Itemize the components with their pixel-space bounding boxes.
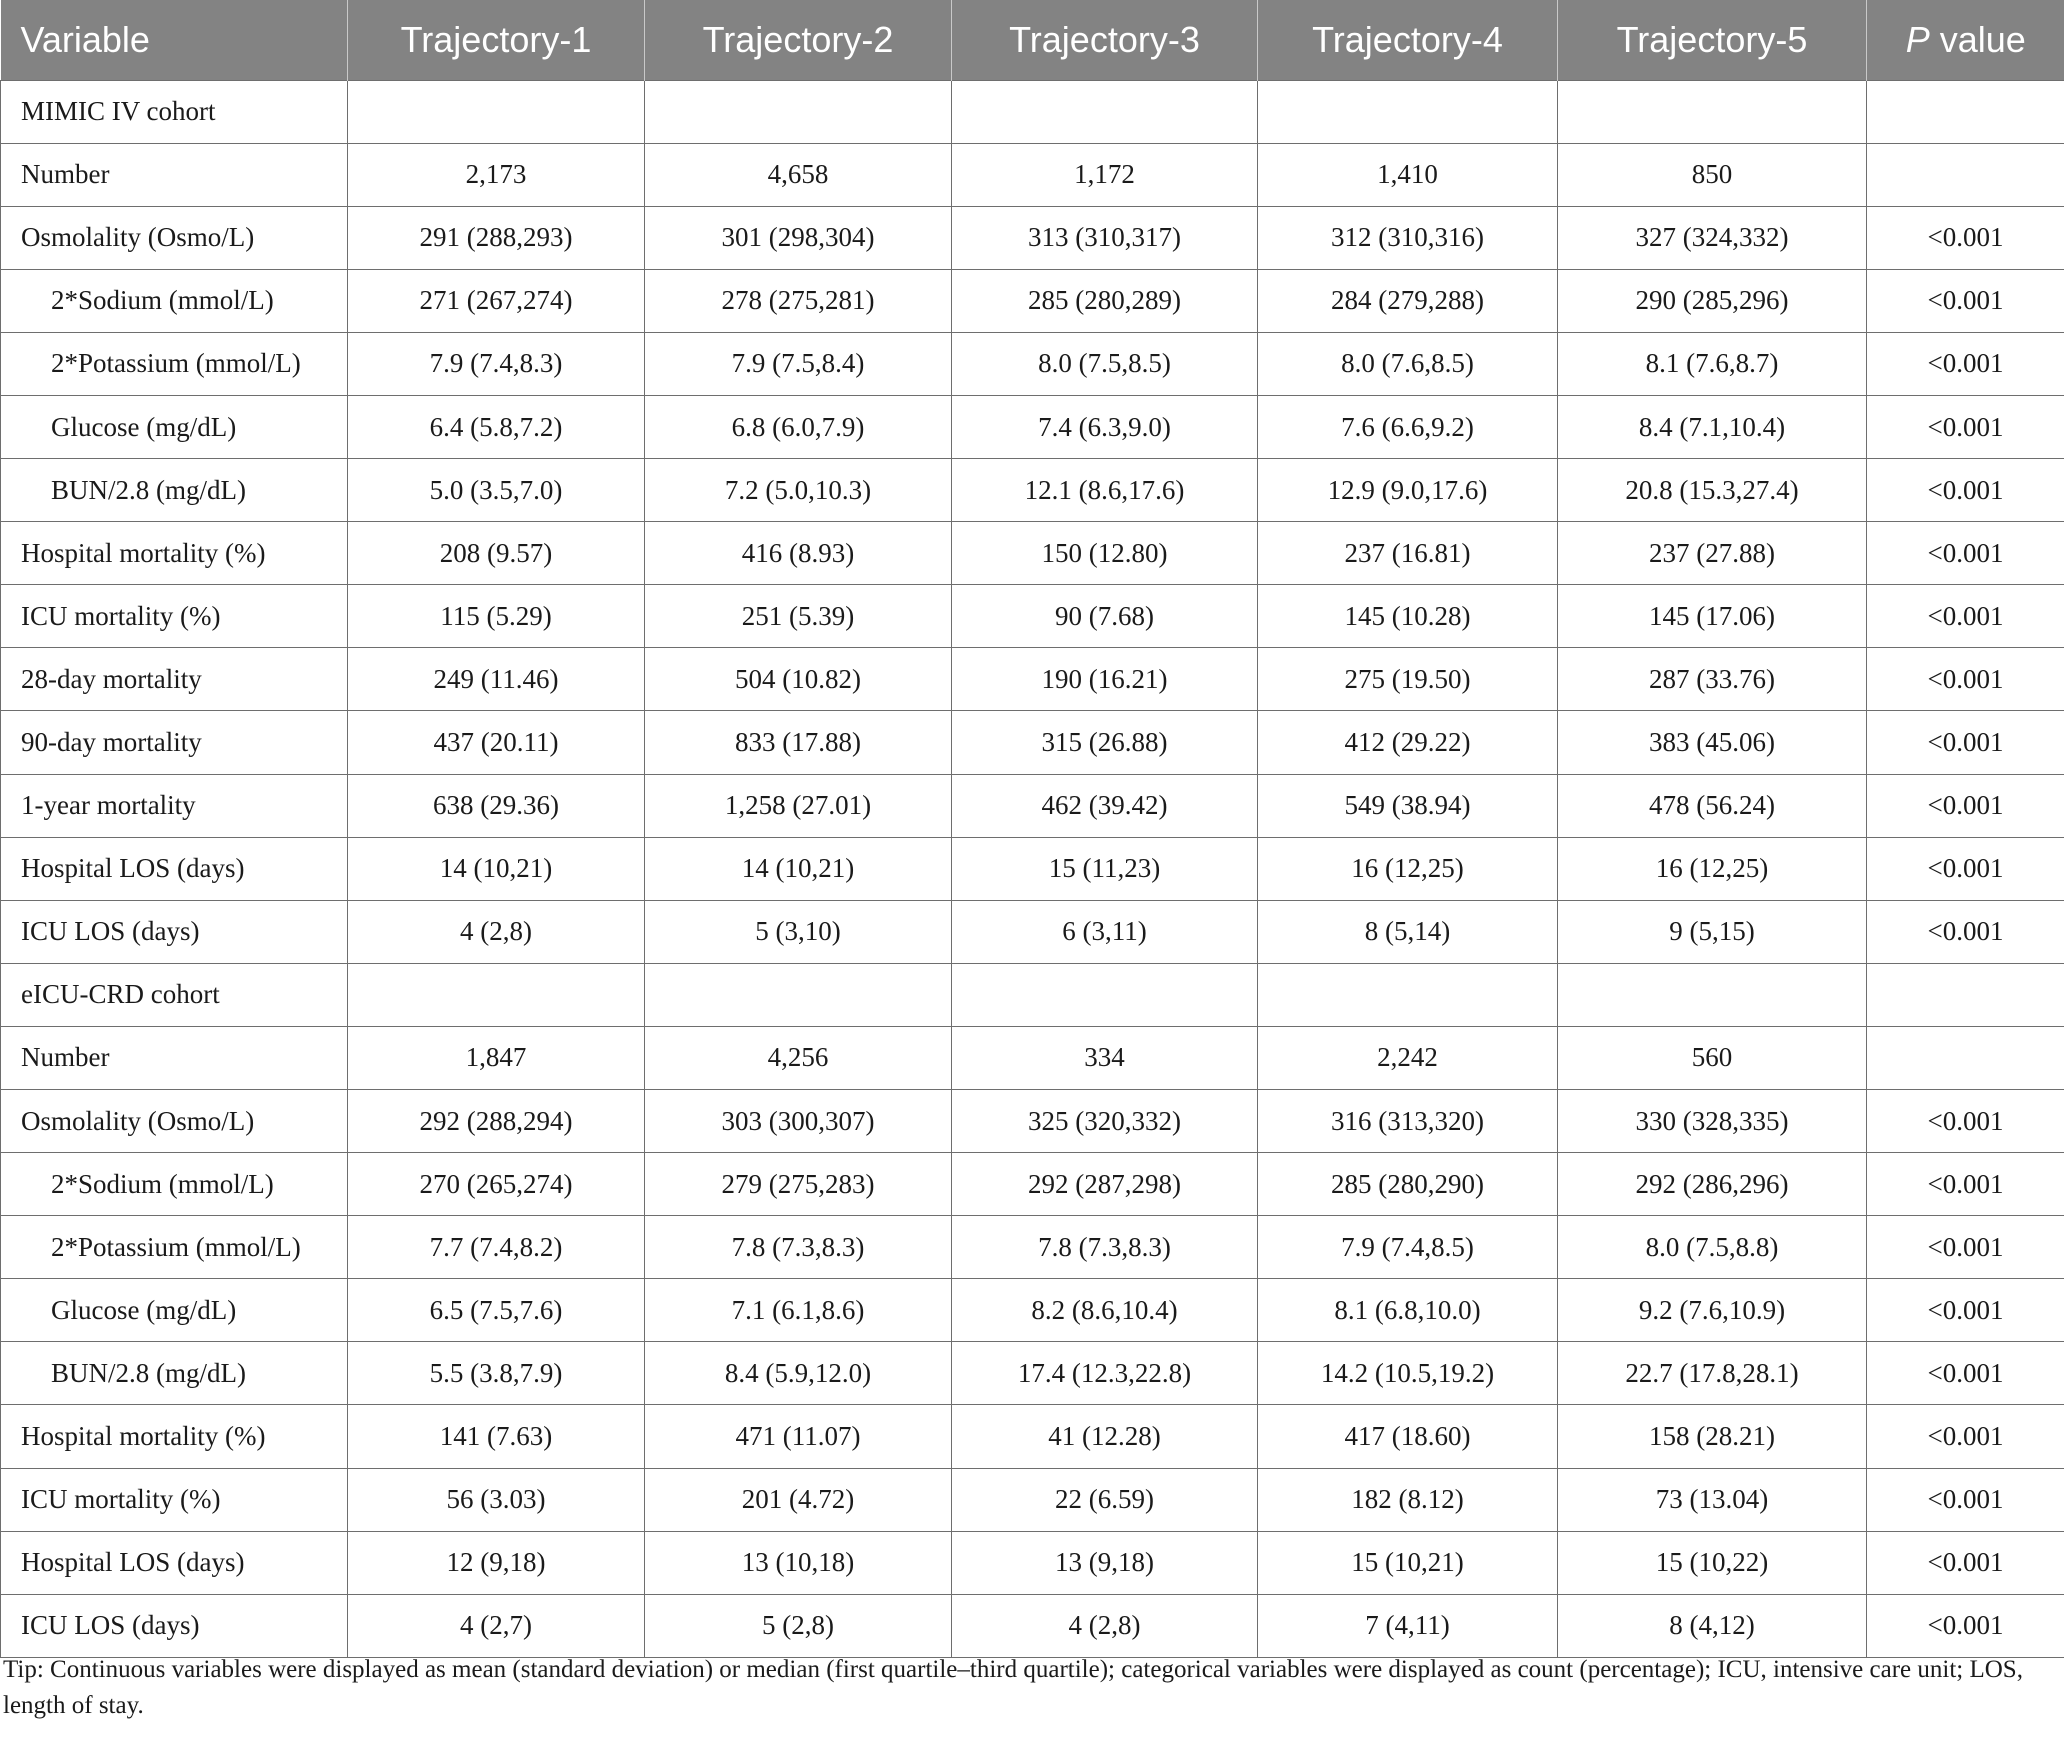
- cell-trajectory-5: 8.0 (7.5,8.8): [1558, 1216, 1867, 1279]
- cell-trajectory-4: 182 (8.12): [1258, 1468, 1558, 1531]
- cell-variable: Osmolality (Osmo/L): [1, 206, 348, 269]
- cell-trajectory-1: [348, 80, 645, 143]
- table-row: [1, 774, 2064, 837]
- table-row: [1, 963, 2064, 1026]
- cell-p-value: <0.001: [1867, 1279, 2064, 1342]
- cell-trajectory-3: 17.4 (12.3,22.8): [952, 1342, 1258, 1405]
- cell-trajectory-1: 4 (2,7): [348, 1594, 645, 1657]
- table-header: [1, 0, 2064, 80]
- cell-variable: ICU mortality (%): [1, 585, 348, 648]
- cell-trajectory-3: 313 (310,317): [952, 206, 1258, 269]
- header-p-value-italic: P: [1905, 18, 1930, 60]
- cell-trajectory-4: 7.9 (7.4,8.5): [1258, 1216, 1558, 1279]
- cell-trajectory-5: 22.7 (17.8,28.1): [1558, 1342, 1867, 1405]
- cell-trajectory-2: 5 (2,8): [645, 1594, 952, 1657]
- table-row: [1, 711, 2064, 774]
- cell-trajectory-4: 12.9 (9.0,17.6): [1258, 459, 1558, 522]
- cell-trajectory-1: 208 (9.57): [348, 522, 645, 585]
- cell-variable: Number: [1, 143, 348, 206]
- cell-trajectory-3: 150 (12.80): [952, 522, 1258, 585]
- cell-p-value: [1867, 80, 2064, 143]
- cell-trajectory-2: 416 (8.93): [645, 522, 952, 585]
- cell-trajectory-4: 237 (16.81): [1258, 522, 1558, 585]
- cell-p-value: <0.001: [1867, 395, 2064, 458]
- table-row: [1, 1279, 2064, 1342]
- header-trajectory-5: Trajectory-5: [1558, 0, 1867, 80]
- cell-trajectory-2: 1,258 (27.01): [645, 774, 952, 837]
- cell-trajectory-3: 13 (9,18): [952, 1531, 1258, 1594]
- cell-trajectory-2: 14 (10,21): [645, 837, 952, 900]
- cell-trajectory-3: 12.1 (8.6,17.6): [952, 459, 1258, 522]
- cell-trajectory-3: [952, 963, 1258, 1026]
- cell-trajectory-4: 285 (280,290): [1258, 1153, 1558, 1216]
- cell-trajectory-3: 334: [952, 1026, 1258, 1089]
- header-trajectory-4: Trajectory-4: [1258, 0, 1558, 80]
- cell-trajectory-2: 201 (4.72): [645, 1468, 952, 1531]
- cell-trajectory-5: 8.1 (7.6,8.7): [1558, 332, 1867, 395]
- cell-p-value: <0.001: [1867, 332, 2064, 395]
- cell-trajectory-2: 301 (298,304): [645, 206, 952, 269]
- cell-trajectory-4: 145 (10.28): [1258, 585, 1558, 648]
- cell-trajectory-5: [1558, 80, 1867, 143]
- cell-trajectory-4: [1258, 963, 1558, 1026]
- cell-trajectory-5: 330 (328,335): [1558, 1090, 1867, 1153]
- cell-trajectory-3: 315 (26.88): [952, 711, 1258, 774]
- cell-trajectory-1: 115 (5.29): [348, 585, 645, 648]
- cell-p-value: <0.001: [1867, 648, 2064, 711]
- cell-variable: Glucose (mg/dL): [1, 1279, 348, 1342]
- cell-trajectory-5: 478 (56.24): [1558, 774, 1867, 837]
- cell-p-value: <0.001: [1867, 1468, 2064, 1531]
- cell-trajectory-4: 16 (12,25): [1258, 837, 1558, 900]
- cell-trajectory-3: 292 (287,298): [952, 1153, 1258, 1216]
- cell-trajectory-4: 15 (10,21): [1258, 1531, 1558, 1594]
- table-row: [1, 648, 2064, 711]
- cell-variable: 2*Sodium (mmol/L): [1, 1153, 348, 1216]
- cell-trajectory-5: 145 (17.06): [1558, 585, 1867, 648]
- cell-trajectory-5: 287 (33.76): [1558, 648, 1867, 711]
- cell-trajectory-3: 15 (11,23): [952, 837, 1258, 900]
- cell-trajectory-5: 9.2 (7.6,10.9): [1558, 1279, 1867, 1342]
- cell-p-value: <0.001: [1867, 1342, 2064, 1405]
- table-row: [1, 1531, 2064, 1594]
- cell-trajectory-2: 7.8 (7.3,8.3): [645, 1216, 952, 1279]
- cell-trajectory-2: 8.4 (5.9,12.0): [645, 1342, 952, 1405]
- cell-trajectory-4: 2,242: [1258, 1026, 1558, 1089]
- cell-p-value: <0.001: [1867, 774, 2064, 837]
- table-row: [1, 459, 2064, 522]
- cell-trajectory-2: 833 (17.88): [645, 711, 952, 774]
- cell-trajectory-5: 290 (285,296): [1558, 269, 1867, 332]
- cell-trajectory-1: 1,847: [348, 1026, 645, 1089]
- cell-trajectory-2: 7.2 (5.0,10.3): [645, 459, 952, 522]
- cell-trajectory-4: 8.0 (7.6,8.5): [1258, 332, 1558, 395]
- table-row: [1, 1153, 2064, 1216]
- cell-trajectory-1: 437 (20.11): [348, 711, 645, 774]
- table-row: [1, 1342, 2064, 1405]
- cell-trajectory-5: 327 (324,332): [1558, 206, 1867, 269]
- cell-p-value: [1867, 143, 2064, 206]
- table-row: [1, 585, 2064, 648]
- cell-variable: MIMIC IV cohort: [1, 80, 348, 143]
- table-row: [1, 80, 2064, 143]
- cell-trajectory-2: 6.8 (6.0,7.9): [645, 395, 952, 458]
- cell-trajectory-3: 41 (12.28): [952, 1405, 1258, 1468]
- cell-trajectory-2: 4,658: [645, 143, 952, 206]
- cell-variable: 2*Potassium (mmol/L): [1, 332, 348, 395]
- cell-trajectory-4: 7 (4,11): [1258, 1594, 1558, 1657]
- cell-p-value: <0.001: [1867, 206, 2064, 269]
- cell-p-value: <0.001: [1867, 711, 2064, 774]
- table-row: [1, 206, 2064, 269]
- cell-variable: Number: [1, 1026, 348, 1089]
- cell-trajectory-3: [952, 80, 1258, 143]
- header-row: [1, 0, 2064, 80]
- cell-trajectory-1: 292 (288,294): [348, 1090, 645, 1153]
- cell-trajectory-2: 279 (275,283): [645, 1153, 952, 1216]
- cell-trajectory-3: 462 (39.42): [952, 774, 1258, 837]
- cell-trajectory-5: 20.8 (15.3,27.4): [1558, 459, 1867, 522]
- cell-p-value: <0.001: [1867, 1405, 2064, 1468]
- cell-trajectory-1: 6.5 (7.5,7.6): [348, 1279, 645, 1342]
- cell-p-value: <0.001: [1867, 1594, 2064, 1657]
- cell-variable: ICU mortality (%): [1, 1468, 348, 1531]
- cell-trajectory-4: 549 (38.94): [1258, 774, 1558, 837]
- cell-trajectory-4: 284 (279,288): [1258, 269, 1558, 332]
- cell-trajectory-5: 292 (286,296): [1558, 1153, 1867, 1216]
- cell-trajectory-5: 73 (13.04): [1558, 1468, 1867, 1531]
- cell-trajectory-1: [348, 963, 645, 1026]
- cell-trajectory-4: 8 (5,14): [1258, 900, 1558, 963]
- cell-p-value: <0.001: [1867, 269, 2064, 332]
- cell-trajectory-4: [1258, 80, 1558, 143]
- cell-trajectory-2: 13 (10,18): [645, 1531, 952, 1594]
- header-trajectory-2: Trajectory-2: [645, 0, 952, 80]
- cell-p-value: <0.001: [1867, 1153, 2064, 1216]
- cell-p-value: <0.001: [1867, 837, 2064, 900]
- cell-variable: Hospital mortality (%): [1, 522, 348, 585]
- cell-p-value: [1867, 963, 2064, 1026]
- cell-trajectory-2: 5 (3,10): [645, 900, 952, 963]
- cell-trajectory-3: 4 (2,8): [952, 1594, 1258, 1657]
- header-variable: Variable: [20, 18, 150, 60]
- table-row: [1, 1405, 2064, 1468]
- cell-variable: ICU LOS (days): [1, 1594, 348, 1657]
- cell-variable: Hospital LOS (days): [1, 1531, 348, 1594]
- cell-trajectory-2: 7.1 (6.1,8.6): [645, 1279, 952, 1342]
- table-row: [1, 143, 2064, 206]
- cell-trajectory-3: 7.8 (7.3,8.3): [952, 1216, 1258, 1279]
- cell-p-value: <0.001: [1867, 1090, 2064, 1153]
- cell-trajectory-5: [1558, 963, 1867, 1026]
- table-footnote: Tip: Continuous variables were displayed as mean (standard deviation) or median (first quartile–third quartile); categorical variables were displayed as count (percentage); ICU, intensive care unit; LOS, length of stay.: [3, 1656, 2023, 1719]
- cell-variable: 1-year mortality: [1, 774, 348, 837]
- table-row: [1, 900, 2064, 963]
- cell-p-value: [1867, 1026, 2064, 1089]
- cell-trajectory-1: 56 (3.03): [348, 1468, 645, 1531]
- cell-trajectory-3: 190 (16.21): [952, 648, 1258, 711]
- header-p-value: [1867, 0, 2064, 80]
- cell-trajectory-4: 14.2 (10.5,19.2): [1258, 1342, 1558, 1405]
- cell-trajectory-1: 7.7 (7.4,8.2): [348, 1216, 645, 1279]
- cell-trajectory-5: 8.4 (7.1,10.4): [1558, 395, 1867, 458]
- cell-trajectory-2: 278 (275,281): [645, 269, 952, 332]
- cell-trajectory-3: 22 (6.59): [952, 1468, 1258, 1531]
- cell-trajectory-4: 417 (18.60): [1258, 1405, 1558, 1468]
- table-row: [1, 395, 2064, 458]
- cell-variable: Osmolality (Osmo/L): [1, 1090, 348, 1153]
- cell-trajectory-5: 9 (5,15): [1558, 900, 1867, 963]
- cell-trajectory-1: 4 (2,8): [348, 900, 645, 963]
- cell-trajectory-1: 14 (10,21): [348, 837, 645, 900]
- cell-trajectory-5: 8 (4,12): [1558, 1594, 1867, 1657]
- cell-trajectory-4: 312 (310,316): [1258, 206, 1558, 269]
- cell-trajectory-3: 8.0 (7.5,8.5): [952, 332, 1258, 395]
- cell-variable: 2*Potassium (mmol/L): [1, 1216, 348, 1279]
- cell-trajectory-1: 5.0 (3.5,7.0): [348, 459, 645, 522]
- cell-trajectory-2: 504 (10.82): [645, 648, 952, 711]
- cell-trajectory-3: 325 (320,332): [952, 1090, 1258, 1153]
- cell-trajectory-2: 471 (11.07): [645, 1405, 952, 1468]
- cell-trajectory-1: 291 (288,293): [348, 206, 645, 269]
- cell-variable: Hospital LOS (days): [1, 837, 348, 900]
- cell-p-value: <0.001: [1867, 1216, 2064, 1279]
- cell-variable: 90-day mortality: [1, 711, 348, 774]
- cell-p-value: <0.001: [1867, 1531, 2064, 1594]
- table-body: [1, 80, 2064, 1657]
- header-trajectory-1: Trajectory-1: [348, 0, 645, 80]
- cell-trajectory-5: 560: [1558, 1026, 1867, 1089]
- header-p-value-rest: value: [1929, 18, 2026, 60]
- cell-trajectory-4: 1,410: [1258, 143, 1558, 206]
- cell-variable: 28-day mortality: [1, 648, 348, 711]
- cell-trajectory-1: 270 (265,274): [348, 1153, 645, 1216]
- table-row: [1, 332, 2064, 395]
- cell-p-value: <0.001: [1867, 459, 2064, 522]
- cell-trajectory-5: 158 (28.21): [1558, 1405, 1867, 1468]
- cell-trajectory-1: 12 (9,18): [348, 1531, 645, 1594]
- cell-trajectory-4: 316 (313,320): [1258, 1090, 1558, 1153]
- cell-trajectory-3: 1,172: [952, 143, 1258, 206]
- cell-trajectory-2: 7.9 (7.5,8.4): [645, 332, 952, 395]
- cell-trajectory-2: [645, 80, 952, 143]
- cell-trajectory-4: 7.6 (6.6,9.2): [1258, 395, 1558, 458]
- cell-p-value: <0.001: [1867, 585, 2064, 648]
- table-row: [1, 1216, 2064, 1279]
- cell-trajectory-1: 249 (11.46): [348, 648, 645, 711]
- table-row: [1, 522, 2064, 585]
- cell-trajectory-1: 271 (267,274): [348, 269, 645, 332]
- cell-trajectory-1: 6.4 (5.8,7.2): [348, 395, 645, 458]
- cell-trajectory-5: 383 (45.06): [1558, 711, 1867, 774]
- cell-variable: ICU LOS (days): [1, 900, 348, 963]
- table-row: [1, 269, 2064, 332]
- cell-trajectory-3: 8.2 (8.6,10.4): [952, 1279, 1258, 1342]
- cell-trajectory-2: [645, 963, 952, 1026]
- table-row: [1, 1468, 2064, 1531]
- cell-variable: BUN/2.8 (mg/dL): [1, 459, 348, 522]
- cell-p-value: <0.001: [1867, 900, 2064, 963]
- cell-variable: Hospital mortality (%): [1, 1405, 348, 1468]
- cell-trajectory-5: 850: [1558, 143, 1867, 206]
- header-trajectory-3: Trajectory-3: [952, 0, 1258, 80]
- cell-trajectory-1: 7.9 (7.4,8.3): [348, 332, 645, 395]
- table-row: [1, 1594, 2064, 1657]
- cell-trajectory-4: 412 (29.22): [1258, 711, 1558, 774]
- cell-trajectory-1: 5.5 (3.8,7.9): [348, 1342, 645, 1405]
- table-row: [1, 1090, 2064, 1153]
- cell-p-value: <0.001: [1867, 522, 2064, 585]
- cell-trajectory-5: 237 (27.88): [1558, 522, 1867, 585]
- cell-trajectory-1: 2,173: [348, 143, 645, 206]
- cell-trajectory-1: 638 (29.36): [348, 774, 645, 837]
- cell-trajectory-3: 90 (7.68): [952, 585, 1258, 648]
- cell-trajectory-3: 6 (3,11): [952, 900, 1258, 963]
- cell-trajectory-2: 251 (5.39): [645, 585, 952, 648]
- cell-variable: BUN/2.8 (mg/dL): [1, 1342, 348, 1405]
- table-row: [1, 1026, 2064, 1089]
- table-row: [1, 837, 2064, 900]
- cell-variable: Glucose (mg/dL): [1, 395, 348, 458]
- cell-trajectory-5: 15 (10,22): [1558, 1531, 1867, 1594]
- cell-trajectory-3: 7.4 (6.3,9.0): [952, 395, 1258, 458]
- cell-trajectory-1: 141 (7.63): [348, 1405, 645, 1468]
- cell-trajectory-4: 275 (19.50): [1258, 648, 1558, 711]
- cell-trajectory-2: 303 (300,307): [645, 1090, 952, 1153]
- cell-trajectory-2: 4,256: [645, 1026, 952, 1089]
- cell-trajectory-3: 285 (280,289): [952, 269, 1258, 332]
- cell-variable: eICU-CRD cohort: [1, 963, 348, 1026]
- cell-trajectory-5: 16 (12,25): [1558, 837, 1867, 900]
- cell-trajectory-4: 8.1 (6.8,10.0): [1258, 1279, 1558, 1342]
- cell-variable: 2*Sodium (mmol/L): [1, 269, 348, 332]
